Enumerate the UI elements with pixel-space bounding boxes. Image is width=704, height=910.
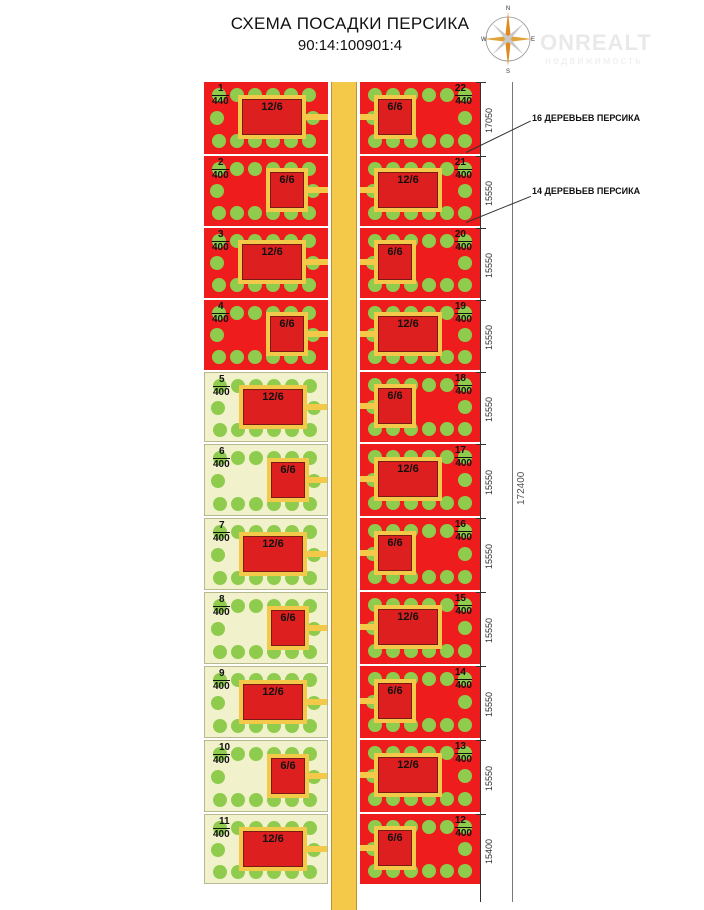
plot-area: 400 [212,242,229,253]
peach-tree [458,695,472,709]
plot-area: 440 [455,96,472,107]
house-size-label: 6/6 [279,174,295,186]
peach-tree [248,306,262,320]
callout-16-trees: 16 ДЕРЕВЬЕВ ПЕРСИКА [532,113,641,123]
house [378,244,412,280]
peach-tree [249,599,263,613]
svg-text:N: N [505,6,511,12]
peach-tree [422,718,436,732]
peach-tree [213,793,227,807]
footpath [360,114,374,120]
plot-number: 6 [219,446,225,457]
peach-tree [440,306,454,320]
house [243,831,303,867]
peach-tree [458,278,472,292]
house [378,99,412,135]
peach-tree [458,111,472,125]
total-length-label: 172400 [516,471,527,505]
plot-number: 12 [454,815,466,826]
plot-3 [204,228,328,298]
plot-area: 400 [455,828,472,839]
house-size-label: 6/6 [387,537,403,549]
compass-rose-icon [480,4,536,74]
peach-tree [213,645,227,659]
footpath [360,331,374,337]
plot-area: 400 [455,170,472,181]
peach-tree [440,88,454,102]
peach-tree [422,278,436,292]
dimension-tick [476,518,486,519]
plot-17 [360,444,480,516]
peach-tree [440,644,454,658]
plot-number: 13 [454,741,466,752]
peach-tree [231,599,245,613]
peach-tree [212,206,226,220]
plot-7 [204,518,328,590]
watermark-sub: недвижимость [545,55,643,67]
footpath [306,259,328,265]
peach-tree [212,350,226,364]
peach-tree [231,645,245,659]
row-dimension-label: 15550 [484,543,494,569]
peach-tree [458,256,472,270]
peach-tree [458,134,472,148]
footpath [360,476,374,482]
peach-tree [458,473,472,487]
peach-tree [212,278,226,292]
peach-tree [248,206,262,220]
peach-tree [458,328,472,342]
row-dimension-label: 15550 [484,691,494,717]
house [271,462,305,498]
peach-tree [210,328,224,342]
house-size-label: 12/6 [397,463,419,475]
peach-tree [440,162,454,176]
plot-10 [204,740,328,812]
plot-number: 16 [454,519,466,530]
peach-tree [458,496,472,510]
peach-tree [212,134,226,148]
footpath [309,477,328,483]
plot-area: 400 [455,754,472,765]
peach-tree [211,696,225,710]
plot-14 [360,666,480,738]
plot-21 [360,156,480,226]
plot-number: 4 [218,301,224,312]
watermark-brand: ONREALT [540,30,652,55]
peach-tree [230,350,244,364]
plot-number: 8 [219,594,225,605]
peach-tree [230,162,244,176]
peach-tree [213,497,227,511]
peach-tree [213,865,227,879]
house [271,758,305,794]
plot-number: 10 [219,742,231,753]
footpath [306,114,328,120]
plot-22 [360,82,480,154]
house [242,99,302,135]
plot-area: 400 [213,607,230,618]
row-dimension-label: 15550 [484,324,494,350]
dimension-tick [476,666,486,667]
plot-area: 400 [213,459,230,470]
peach-tree [440,746,454,760]
site-plan-map [204,82,480,910]
house-size-label: 12/6 [262,538,284,550]
peach-tree [213,719,227,733]
page-title: СХЕМА ПОСАДКИ ПЕРСИКА [230,14,470,33]
dimension-tick [476,814,486,815]
plot-number: 17 [454,445,466,456]
peach-tree [231,497,245,511]
svg-text:W: W [481,37,487,43]
plot-area: 400 [213,755,230,766]
plot-area: 400 [455,314,472,325]
peach-tree [231,451,245,465]
peach-tree [440,134,454,148]
dimension-tick [476,444,486,445]
peach-tree [440,234,454,248]
plot-area: 400 [455,458,472,469]
peach-tree [211,401,225,415]
house [378,683,412,719]
peach-tree [231,747,245,761]
dimension-tick [476,82,486,83]
plot-area: 400 [455,606,472,617]
peach-tree [440,864,454,878]
dimension-tick [476,300,486,301]
footpath [307,846,328,852]
footpath [308,187,328,193]
house [243,684,303,720]
footpath [307,699,328,705]
svg-text:E: E [531,37,536,43]
house-size-label: 12/6 [262,686,284,698]
house-size-label: 6/6 [279,318,295,330]
plot-16 [360,518,480,590]
footpath [360,624,374,630]
peach-tree [440,496,454,510]
row-dimension-label: 15550 [484,617,494,643]
plot-9 [204,666,328,738]
peach-tree [440,672,454,686]
house [271,610,305,646]
peach-tree [440,598,454,612]
total-dimension-line [512,82,513,902]
peach-tree [458,644,472,658]
footpath [309,773,328,779]
plot-area: 400 [212,170,229,181]
footpath [309,625,328,631]
peach-tree [249,793,263,807]
peach-tree [230,206,244,220]
peach-tree [422,422,436,436]
peach-tree [458,350,472,364]
peach-tree [422,134,436,148]
plot-5 [204,372,328,442]
plot-number: 19 [454,301,466,312]
plot-number: 9 [219,668,225,679]
peach-tree [440,718,454,732]
peach-tree [211,548,225,562]
plot-19 [360,300,480,370]
footpath [360,698,374,704]
house [378,316,438,352]
peach-tree [248,162,262,176]
peach-tree [249,645,263,659]
plot-number: 15 [454,593,466,604]
dimension-tick [476,372,486,373]
plot-18 [360,372,480,442]
peach-tree [422,524,436,538]
peach-tree [210,184,224,198]
plot-number: 18 [454,373,466,384]
house [378,830,412,866]
peach-tree [422,672,436,686]
footpath [307,551,328,557]
peach-tree [458,422,472,436]
house-size-label: 6/6 [387,246,403,258]
peach-tree [249,747,263,761]
plot-area: 400 [455,386,472,397]
footpath [360,845,374,851]
footpath [360,187,374,193]
house [243,389,303,425]
plot-number: 14 [454,667,466,678]
plot-area: 400 [212,314,229,325]
plot-number: 5 [219,374,225,385]
central-road [331,82,357,910]
row-dimension-label: 15550 [484,252,494,278]
peach-tree [249,497,263,511]
plot-area: 400 [213,681,230,692]
footpath [360,403,374,409]
house-size-label: 6/6 [280,612,296,624]
peach-tree [440,524,454,538]
peach-tree [422,234,436,248]
peach-tree [440,820,454,834]
house-size-label: 12/6 [262,833,284,845]
peach-tree [211,843,225,857]
peach-tree [458,570,472,584]
plot-12 [360,814,480,884]
row-dimension-label: 15550 [484,180,494,206]
house [378,461,438,497]
peach-tree [440,206,454,220]
house [243,536,303,572]
peach-tree [458,621,472,635]
peach-tree [458,400,472,414]
peach-tree [440,570,454,584]
peach-tree [231,793,245,807]
peach-tree [458,864,472,878]
peach-tree [210,111,224,125]
row-dimension-label: 15400 [484,838,494,864]
house-size-label: 6/6 [387,832,403,844]
plot-area: 400 [213,387,230,398]
callout-14-trees: 14 ДЕРЕВЬЕВ ПЕРСИКА [532,186,641,196]
row-dimension-label: 15550 [484,396,494,422]
house-size-label: 6/6 [280,464,296,476]
plot-number: 7 [219,520,225,531]
house-size-label: 12/6 [262,391,284,403]
row-dimension-label: 15550 [484,469,494,495]
house [270,172,304,208]
peach-tree [211,770,225,784]
dimension-tick [476,156,486,157]
peach-tree [440,350,454,364]
peach-tree [458,206,472,220]
plot-number: 1 [218,83,224,94]
peach-tree [422,378,436,392]
plot-number: 21 [454,157,466,168]
house-size-label: 12/6 [397,318,419,330]
plot-11 [204,814,328,884]
plot-number: 22 [454,83,466,94]
plot-area: 400 [455,680,472,691]
plot-area: 440 [212,96,229,107]
peach-tree [440,450,454,464]
dimension-tick [476,592,486,593]
plot-area: 400 [213,829,230,840]
peach-tree [440,792,454,806]
plot-6 [204,444,328,516]
plot-area: 400 [455,532,472,543]
peach-tree [458,184,472,198]
house [270,316,304,352]
house [378,757,438,793]
plot-8 [204,592,328,664]
plot-number: 11 [219,816,230,827]
house-size-label: 6/6 [280,760,296,772]
plot-2 [204,156,328,226]
peach-tree [249,451,263,465]
footpath [360,772,374,778]
dimension-tick [476,740,486,741]
house-size-label: 12/6 [261,246,283,258]
peach-tree [458,792,472,806]
house-size-label: 12/6 [397,174,419,186]
peach-tree [422,864,436,878]
plot-area: 400 [455,242,472,253]
plot-15 [360,592,480,664]
plot-number: 20 [454,229,466,240]
plot-number: 2 [218,157,224,168]
peach-tree [458,769,472,783]
house [378,609,438,645]
peach-tree [422,820,436,834]
footpath [307,404,328,410]
plot-20 [360,228,480,298]
plot-area: 400 [213,533,230,544]
peach-tree [458,718,472,732]
house [242,244,302,280]
plot-number: 3 [218,229,224,240]
house-size-label: 6/6 [387,685,403,697]
peach-tree [248,350,262,364]
dimension-tick [476,228,486,229]
house-size-label: 6/6 [387,101,403,113]
peach-tree [440,278,454,292]
peach-tree [213,423,227,437]
house-size-label: 12/6 [397,611,419,623]
cadastral-number: 90:14:100901:4 [297,37,403,54]
svg-text:S: S [505,69,511,74]
peach-tree [211,474,225,488]
house [378,172,438,208]
footpath [360,259,374,265]
row-dimension-label: 15550 [484,765,494,791]
row-dimension-label: 17050 [484,107,494,133]
peach-tree [213,571,227,585]
peach-tree [230,306,244,320]
house-size-label: 6/6 [387,390,403,402]
plot-13 [360,740,480,812]
peach-tree [458,547,472,561]
peach-tree [210,256,224,270]
peach-tree [422,570,436,584]
plot-1 [204,82,328,154]
peach-tree [440,422,454,436]
peach-tree [440,378,454,392]
footpath [308,331,328,337]
house-size-label: 12/6 [397,759,419,771]
house-size-label: 12/6 [261,101,283,113]
footpath [360,550,374,556]
peach-tree [422,88,436,102]
peach-tree [458,842,472,856]
house [378,388,412,424]
plot-4 [204,300,328,370]
house [378,535,412,571]
peach-tree [211,622,225,636]
